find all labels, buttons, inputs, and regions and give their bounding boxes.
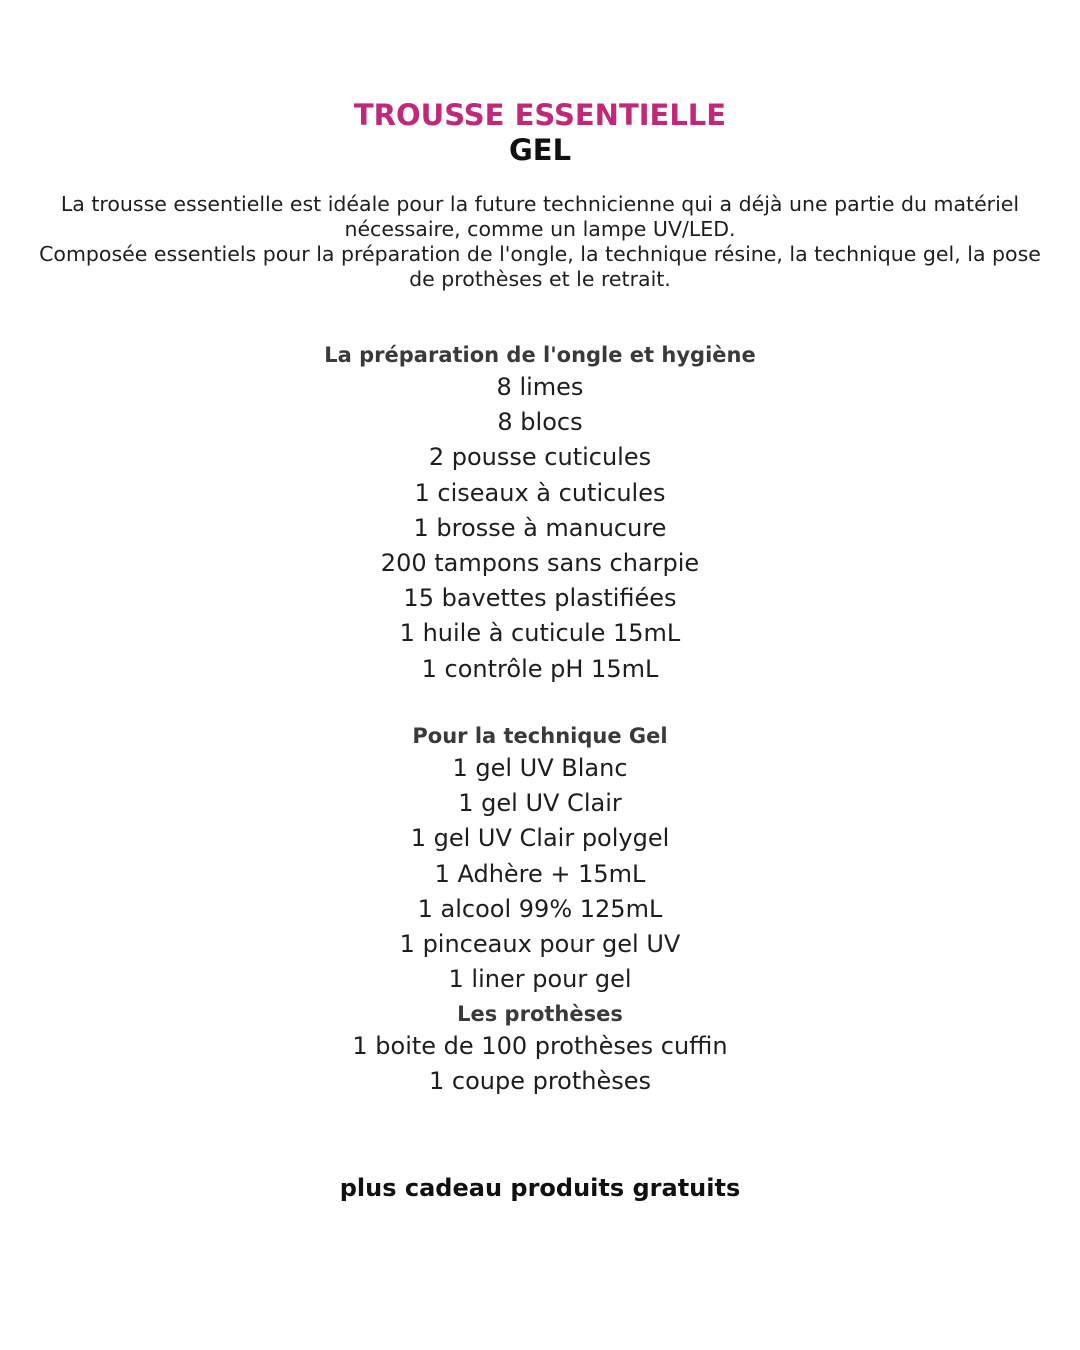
page-subtitle: GEL [508, 133, 572, 167]
intro-paragraph: Composée essentiels pour la préparation de l'ongle, la technique résine, la technique gel, la pose de prothèses et le retrait. [39, 242, 1041, 291]
list-item: 1 alcool 99% 125mL [417, 894, 663, 923]
list-item: 1 huile à cuticule 15mL [399, 619, 681, 648]
list-item: 1 coupe prothèses [428, 1067, 652, 1096]
section-heading: La préparation de l'ongle et hygiène [324, 343, 756, 367]
list-item: 1 brosse à manucure [413, 513, 667, 542]
section-preparation [0, 340, 1080, 687]
list-item: 1 gel UV Clair polygel [410, 824, 670, 853]
list-item: 2 pousse cuticules [428, 443, 652, 472]
section-gel-technique [0, 721, 1080, 997]
intro-text [24, 192, 1056, 292]
list-item: 200 tampons sans charpie [380, 548, 700, 577]
list-item: 1 ciseaux à cuticules [414, 478, 666, 507]
section-heading: Les prothèses [457, 1002, 623, 1026]
intro-paragraph: La trousse essentielle est idéale pour la future technicienne qui a déjà une partie du matériel nécessaire, comme un lampe UV/LED. [60, 192, 1020, 241]
list-item: 15 bavettes plastifiées [403, 584, 677, 613]
list-item: 1 Adhère + 15mL [434, 859, 646, 888]
list-item: 1 boite de 100 prothèses cuffin [352, 1032, 728, 1060]
list-item: 1 gel UV Clair [458, 789, 622, 818]
list-item: 8 blocs [497, 408, 583, 437]
list-item: 8 limes [496, 373, 584, 401]
list-item: 1 gel UV Blanc [452, 754, 628, 782]
page-title: TROUSSE ESSENTIELLE [353, 98, 727, 132]
list-item: 1 pinceaux pour gel UV [399, 929, 681, 958]
closing-note: plus cadeau produits gratuits [339, 1174, 741, 1202]
list-item: 1 contrôle pH 15mL [421, 654, 659, 683]
list-item: 1 liner pour gel [448, 965, 632, 994]
section-protheses [0, 999, 1080, 1099]
section-heading: Pour la technique Gel [412, 724, 668, 748]
